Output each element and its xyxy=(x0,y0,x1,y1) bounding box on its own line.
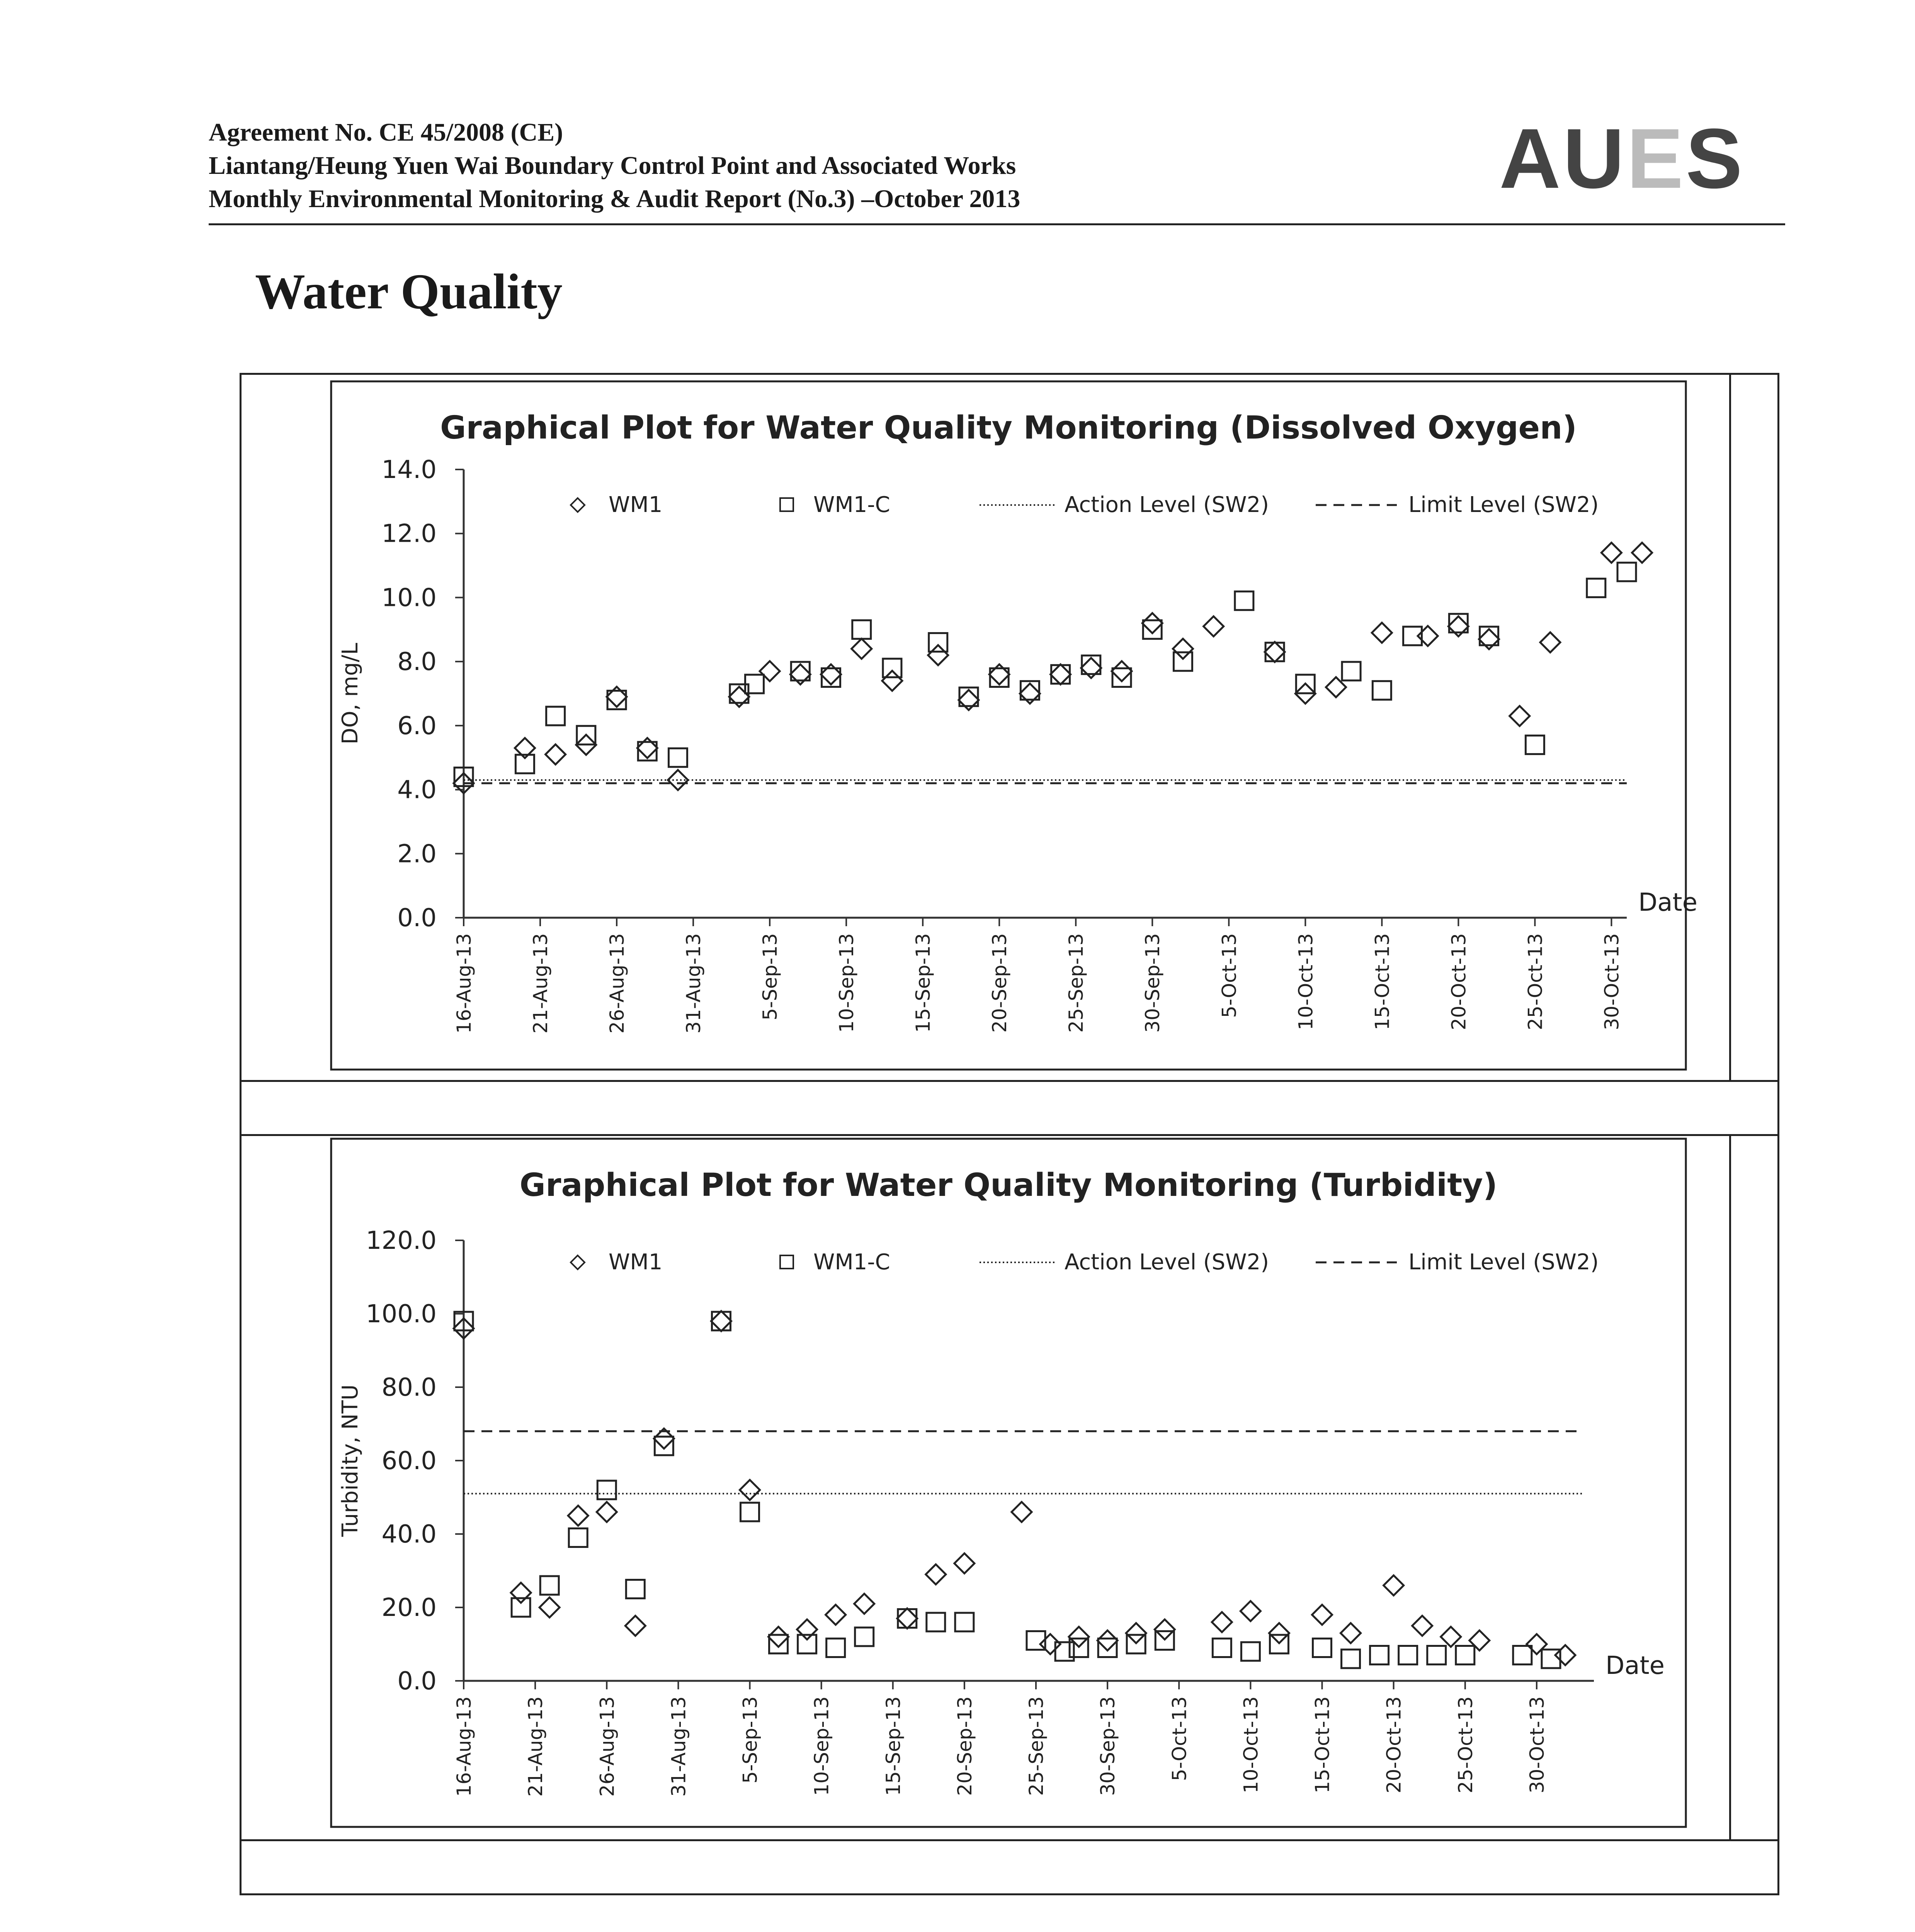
section-title: Water Quality xyxy=(255,264,563,320)
legend-limit-label: Limit Level (SW2) xyxy=(1408,492,1599,517)
x-tick-label: 15-Sep-13 xyxy=(912,933,935,1033)
y-axis-label: Turbidity, NTU xyxy=(338,1384,363,1537)
table-row-divider xyxy=(240,1080,1779,1082)
legend-action-label: Action Level (SW2) xyxy=(1065,1250,1269,1275)
x-tick-label: 30-Sep-13 xyxy=(1097,1696,1119,1796)
x-tick-label: 5-Oct-13 xyxy=(1168,1696,1191,1781)
x-tick-label: 15-Oct-13 xyxy=(1311,1696,1334,1794)
aues-logo: AUES xyxy=(1499,111,1745,206)
legend-wm1c-marker xyxy=(780,1255,793,1269)
y-tick-label: 6.0 xyxy=(397,711,437,740)
x-tick-label: 30-Oct-13 xyxy=(1526,1696,1548,1794)
legend-action-label: Action Level (SW2) xyxy=(1065,492,1269,517)
project-line: Liantang/Heung Yuen Wai Boundary Control Point and Associated Works xyxy=(209,151,1016,180)
chart-title: Graphical Plot for Water Quality Monitoring (Turbidity) xyxy=(519,1167,1498,1204)
report-header xyxy=(209,116,1020,216)
legend-limit-label: Limit Level (SW2) xyxy=(1408,1250,1599,1275)
x-axis-label: Date xyxy=(1605,1651,1665,1680)
legend-wm1-label: WM1 xyxy=(609,1250,663,1275)
x-tick-label: 10-Sep-13 xyxy=(835,933,858,1033)
x-tick-label: 25-Sep-13 xyxy=(1025,1696,1048,1796)
x-tick-label: 10-Oct-13 xyxy=(1294,933,1317,1031)
y-tick-label: 14.0 xyxy=(381,456,437,484)
header-rule xyxy=(209,223,1785,225)
x-tick-label: 16-Aug-13 xyxy=(453,933,475,1034)
do-chart xyxy=(330,381,1697,1070)
x-tick-label: 31-Aug-13 xyxy=(667,1696,690,1797)
x-tick-label: 20-Oct-13 xyxy=(1447,933,1470,1031)
x-tick-label: 20-Sep-13 xyxy=(988,933,1011,1033)
y-tick-label: 60.0 xyxy=(381,1447,437,1475)
y-tick-label: 2.0 xyxy=(397,840,437,869)
turbidity-chart xyxy=(330,1138,1687,1828)
x-tick-label: 20-Sep-13 xyxy=(953,1696,976,1796)
y-tick-label: 10.0 xyxy=(381,583,437,612)
x-axis-label: Date xyxy=(1638,888,1697,917)
x-tick-label: 10-Oct-13 xyxy=(1240,1696,1262,1794)
y-tick-label: 80.0 xyxy=(381,1373,437,1402)
x-tick-label: 25-Sep-13 xyxy=(1065,933,1088,1033)
x-tick-label: 15-Sep-13 xyxy=(882,1696,905,1796)
x-tick-label: 30-Oct-13 xyxy=(1600,933,1623,1031)
agreement-line: Agreement No. CE 45/2008 (CE) xyxy=(209,118,563,146)
table-col-divider xyxy=(1729,1134,1731,1839)
legend-wm1-label: WM1 xyxy=(609,492,663,517)
x-tick-label: 5-Sep-13 xyxy=(739,1696,762,1784)
legend-wm1c-label: WM1-C xyxy=(813,492,890,517)
x-tick-label: 5-Oct-13 xyxy=(1218,933,1241,1018)
y-axis-label: DO, mg/L xyxy=(338,643,363,745)
x-tick-label: 26-Aug-13 xyxy=(596,1696,619,1797)
x-tick-label: 16-Aug-13 xyxy=(453,1696,475,1797)
x-tick-label: 26-Aug-13 xyxy=(606,933,629,1034)
x-tick-label: 31-Aug-13 xyxy=(682,933,705,1034)
table-row-divider xyxy=(240,1839,1779,1841)
report-line: Monthly Environmental Monitoring & Audit Report (No.3) –October 2013 xyxy=(209,185,1020,213)
x-tick-label: 15-Oct-13 xyxy=(1371,933,1394,1031)
y-tick-label: 20.0 xyxy=(381,1594,437,1622)
x-tick-label: 21-Aug-13 xyxy=(529,933,552,1034)
y-tick-label: 8.0 xyxy=(397,648,437,677)
x-tick-label: 21-Aug-13 xyxy=(524,1696,547,1797)
y-tick-label: 0.0 xyxy=(397,904,437,932)
chart-title: Graphical Plot for Water Quality Monitoring (Dissolved Oxygen) xyxy=(440,410,1577,446)
x-tick-label: 10-Sep-13 xyxy=(810,1696,833,1796)
legend-wm1c-label: WM1-C xyxy=(813,1250,890,1275)
y-tick-label: 40.0 xyxy=(381,1520,437,1549)
x-tick-label: 5-Sep-13 xyxy=(759,933,782,1020)
y-tick-label: 0.0 xyxy=(397,1667,437,1696)
x-tick-label: 25-Oct-13 xyxy=(1524,933,1547,1031)
x-tick-label: 20-Oct-13 xyxy=(1383,1696,1405,1794)
table-row-divider xyxy=(240,1134,1779,1136)
x-tick-label: 30-Sep-13 xyxy=(1141,933,1164,1033)
y-tick-label: 4.0 xyxy=(397,776,437,804)
y-tick-label: 100.0 xyxy=(366,1300,437,1328)
y-tick-label: 12.0 xyxy=(381,519,437,548)
legend-wm1c-marker xyxy=(780,498,793,511)
table-col-divider xyxy=(1729,373,1731,1080)
x-tick-label: 25-Oct-13 xyxy=(1454,1696,1477,1794)
y-tick-label: 120.0 xyxy=(366,1226,437,1255)
